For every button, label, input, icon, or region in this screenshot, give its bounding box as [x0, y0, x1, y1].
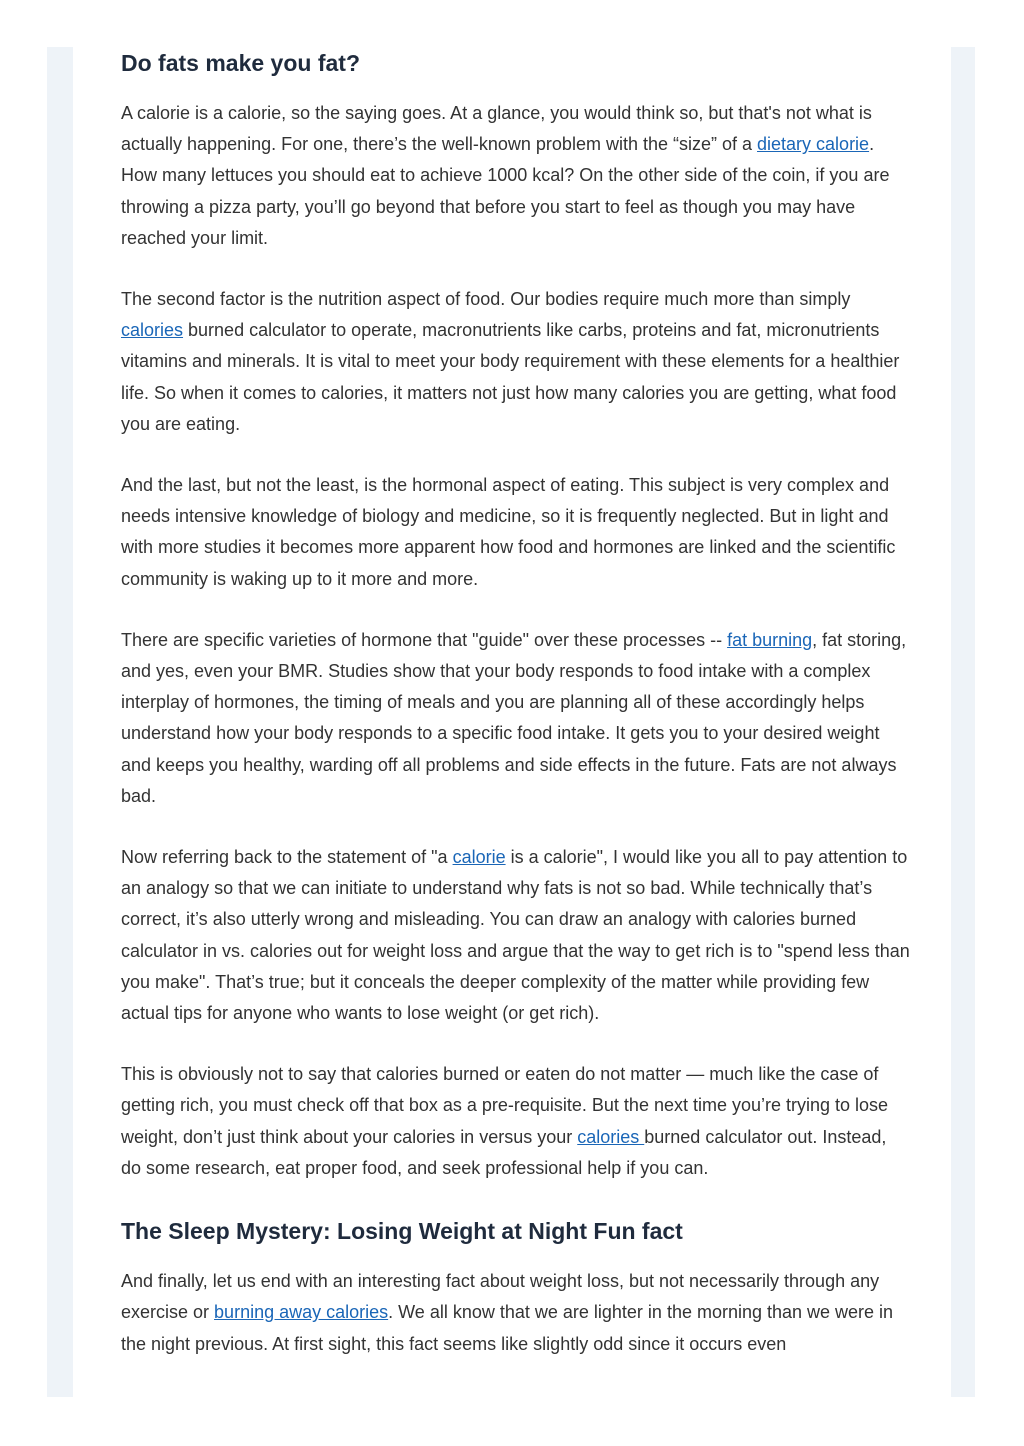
dietary-calorie-link[interactable]: dietary calorie [757, 134, 870, 155]
paragraph-text: And finally, let us end with an interesting fact about weight loss, but not necessarily through any exercise or [121, 1271, 880, 1323]
calorie-link[interactable]: calorie [452, 847, 506, 868]
paragraph: And the last, but not the least, is the hormonal aspect of eating. This subject is very complex and needs intensive knowledge of biology and medicine, so it is frequently neglected. But in light and with more studies it becomes more apparent how food and hormones are linked and the scientific community is waking up to it more and more. [121, 475, 896, 589]
fat-burning-link[interactable]: fat burning [727, 629, 813, 650]
paragraph-text: The second factor is the nutrition aspect of food. Our bodies require much more than simply [121, 289, 851, 310]
paragraph [121, 98, 911, 254]
paragraph-text: burned calculator out. Instead, do some research, eat proper food, and seek professional help if you can. [121, 1126, 887, 1178]
paragraph [121, 284, 911, 440]
paragraph-text: , fat storing, and yes, even your BMR. Studies show that your body responds to food intake with a complex interplay of hormones, the timing of meals and you are planning all of these accordingly helps understand how your body responds to a specific food intake. It gets you to your desired weight and keeps you healthy, warding off all problems and side effects in the future. Fats are not always bad. [121, 629, 907, 806]
burning-away-calories-link[interactable]: burning away calories [214, 1302, 389, 1323]
article-body [121, 46, 911, 1390]
left-page-margin [47, 47, 73, 1397]
paragraph [121, 1059, 911, 1184]
paragraph-text: is a calorie", I would like you all to pay attention to an analogy so that we can initiate to understand why fats is not so bad. While technically that’s correct, it’s also utterly wrong and misleading. You can draw an analogy with calories burned calculator in vs. calories out for weight loss and argue that the way to get rich is to "spend less than you make". That’s true; but it conceals the deeper complexity of the matter while providing few actual tips for anyone who wants to lose weight (or get rich). [121, 847, 910, 1024]
paragraph [121, 625, 911, 812]
paragraph-text: . How many lettuces you should eat to achieve 1000 kcal? On the other side of the coin, if you are throwing a pizza party, you’ll go beyond that before you start to feel as though you may have reached your limit. [121, 134, 890, 248]
section-heading-sleep: The Sleep Mystery: Losing Weight at Night Fun fact [121, 1218, 683, 1245]
section-heading-fats: Do fats make you fat? [121, 50, 360, 76]
paragraph-text: A calorie is a calorie, so the saying goes. At a glance, you would think so, but that's not what is actually happening. For one, there’s the well-known problem with the “size” of a [121, 103, 872, 155]
right-page-margin [951, 47, 975, 1397]
paragraph-text: burned calculator to operate, macronutrients like carbs, proteins and fat, micronutrients vitamins and minerals. It is vital to meet your body requirement with these elements for a healthier life. So when it comes to calories, it matters not just how many calories you are getting, what food you are eating. [121, 320, 900, 434]
paragraph-text: This is obviously not to say that calories burned or eaten do not matter — much like the case of getting rich, you must check off that box as a pre-requisite. But the next time you’re trying to lose weight, don’t just think about your calories in versus your [121, 1064, 889, 1147]
paragraph-text: . We all know that we are lighter in the morning than we were in the night previous. At first sight, this fact seems like slightly odd since it occurs even [121, 1302, 894, 1354]
paragraph-text: Now referring back to the statement of "a [121, 847, 453, 868]
paragraph-text: There are specific varieties of hormone that "guide" over these processes -- [121, 629, 728, 650]
paragraph [121, 1266, 911, 1360]
calories-link[interactable]: calories [121, 320, 184, 341]
calories-burned-link[interactable]: calories [577, 1126, 645, 1147]
paragraph [121, 842, 911, 1029]
